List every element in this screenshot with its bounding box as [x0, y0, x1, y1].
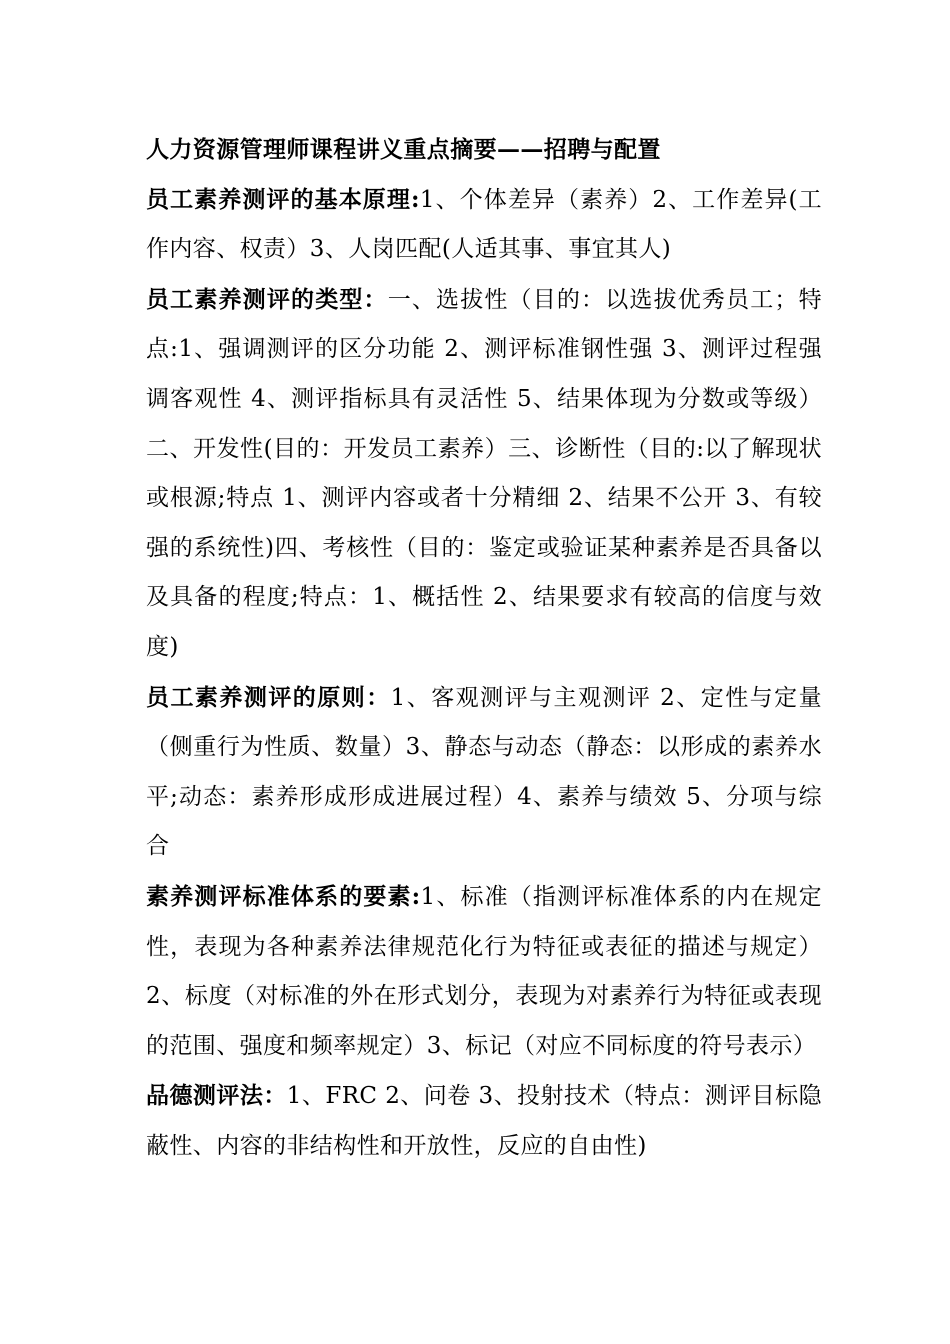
section-heading-separator: ： [263, 1082, 287, 1110]
section-heading-text: 员工素养测评的原则 [146, 683, 367, 711]
section-heading-text: 员工素养测评的类型 [146, 285, 364, 313]
section-standard-system-elements [146, 872, 822, 1071]
section-body: 1、客观测评与主观测评 2、定性与定量（侧重行为性质、数量）3、静态与动态（静态：以形成的素养水平;动态：素养形成形成进展过程）4、素养与绩效 5、分项与综合 [146, 684, 822, 860]
section-heading-separator: : [410, 185, 420, 213]
document-page [146, 125, 822, 1171]
section-basic-principles [146, 175, 822, 275]
section-heading [146, 186, 420, 213]
section-body: 1、标准（指测评标准体系的内在规定性，表现为各种素养法律规范化行为特征或表征的描述与规定）2、标度（对标准的外在形式划分，表现为对素养行为特征或表现的范围、强度和频率规定）3、标记（对应不同标度的符号表示） [146, 883, 822, 1059]
section-heading-text: 品德测评法 [146, 1082, 264, 1110]
section-moral-assessment [146, 1071, 822, 1171]
section-heading [146, 883, 421, 910]
section-body: 1、个体差异（素养）2、工作差异(工作内容、权责）3、人岗匹配(人适其事、事宜其人) [146, 186, 822, 263]
section-heading-separator: ： [363, 285, 388, 313]
section-heading [146, 1082, 287, 1109]
document-title: 人力资源管理师课程讲义重点摘要——招聘与配置 [146, 136, 661, 163]
section-heading-separator: : [411, 882, 421, 910]
section-assessment-types [146, 275, 822, 673]
section-body: 一、选拔性（目的：以选拔优秀员工；特点:1、强调测评的区分功能 2、测评标准钢性强 3、测评过程强调客观性 4、测评指标具有灵活性 5、结果体现为分数或等级）二、开发性(目的：开发员工素养）三、诊断性（目的:以了解现状或根源;特点 1、测评内容或者十分精细 2、结果不公开 3、有较强的系统性)四、考核性（目的：鉴定或验证某种素养是否具备以及具备的程度;特点：1、概括性 2、结果要求有较高的信度与效度) [146, 286, 822, 660]
section-body: 1、FRC 2、问卷 3、投射技术（特点：测评目标隐蔽性、内容的非结构性和开放性，反应的自由性) [146, 1083, 823, 1159]
section-heading [146, 684, 391, 711]
section-assessment-principles [146, 673, 822, 872]
section-heading-text: 素养测评标准体系的要素 [146, 882, 412, 910]
section-heading-text: 员工素养测评的基本原理 [146, 185, 411, 213]
section-heading-separator: ： [366, 683, 391, 711]
section-heading [146, 286, 388, 313]
